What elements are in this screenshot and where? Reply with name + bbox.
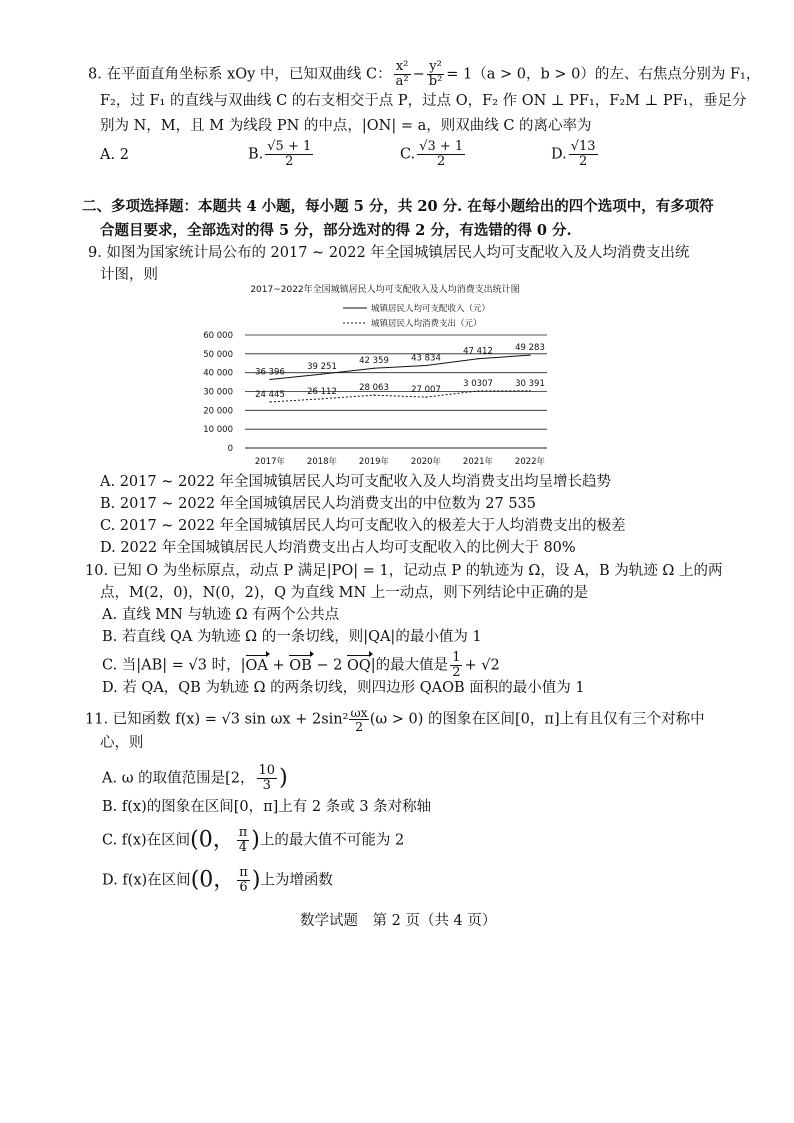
data-label: 39 251 — [307, 362, 337, 373]
data-point — [477, 390, 478, 391]
q8-option-c: C. $\frac{√3 + 1}{2}$ — [400, 139, 464, 169]
q8-option-b-fraction: $\frac{√5 + 1}{2}$ — [267, 139, 312, 169]
data-label: 49 283 — [515, 343, 545, 354]
q8-option-d-fraction: $\frac{√13}{2}$ — [570, 139, 596, 169]
q8-line3: 别为 N，M，且 M 为线段 PN 的中点，|ON| = a，则双曲线 C 的离心率为 — [100, 118, 592, 134]
y-tick-label: 40 000 — [203, 368, 233, 379]
q11-option-d: D. f(x)在区间(0， $\frac{\pi}{6}$ )上为增函数 — [102, 865, 333, 895]
q11-option-c: C. f(x)在区间(0， $\frac{\pi}{4}$ )上的最大值不可能为 2 — [102, 825, 405, 855]
data-point — [321, 398, 322, 399]
q11-line2: 心，则 — [100, 735, 144, 751]
q8-y-fraction: $\frac{\text{y²}}{\text{b²}}$ — [428, 59, 443, 89]
q8-line2: F₂，过 F₁ 的直线与双曲线 C 的右支相交于点 P，过点 O，F₂ 作 ON ⊥ PF₁，F₂M ⊥ PF₁，垂足分 — [100, 93, 747, 109]
vector-oa: OA — [245, 657, 268, 674]
data-label: 30 391 — [515, 378, 545, 389]
x-tick-label: 2021年 — [462, 457, 494, 467]
data-label: 36 396 — [255, 367, 285, 378]
vector-ob: OB — [289, 657, 312, 674]
q9-line2: 计图，则 — [100, 267, 158, 283]
data-label: 26 112 — [307, 386, 337, 397]
data-point — [269, 401, 270, 402]
x-tick-label: 2019年 — [358, 457, 390, 467]
y-tick-label: 0 — [227, 444, 233, 454]
data-label: 43 834 — [411, 353, 441, 364]
q11-omega-fraction: $\frac{\omega x}{2}$ — [350, 705, 368, 734]
section2-line1: 二、多项选择题：本题共 4 小题，每小题 5 分，共 20 分. 在每小题给出的四个选项中，有多项符 — [82, 198, 714, 215]
data-point — [373, 395, 374, 396]
data-point — [321, 373, 322, 374]
y-tick-label: 60 000 — [203, 331, 233, 341]
data-point — [373, 368, 374, 369]
section2-line2: 合题目要求，全部选对的得 5 分，部分选对的得 2 分，有选错的得 0 分. — [100, 222, 572, 239]
data-point — [269, 379, 270, 380]
data-label: 24 445 — [255, 389, 285, 400]
q10-option-c: C. 当|AB| = √3 时，|OA + OB − 2 OQ|的最大值是 $\frac{1}{2}$ + √2 — [102, 650, 500, 680]
q8-option-c-fraction: $\frac{√3 + 1}{2}$ — [419, 139, 464, 169]
q9-option-b: B. 2017 ~ 2022 年全国城镇居民人均消费支出的中位数为 27 535 — [100, 496, 536, 512]
q10-half-fraction: $\frac{1}{2}$ — [452, 650, 461, 680]
data-point — [477, 358, 478, 359]
x-tick-label: 2022年 — [514, 457, 546, 467]
chart-legend — [343, 303, 490, 329]
chart-title: 2017~2022年全国城镇居民人均可支配收入及人均消费支出统计图 — [250, 285, 520, 295]
page-footer: 数学试题 第 2 页（共 4 页） — [300, 913, 497, 929]
data-point — [529, 355, 530, 356]
q11-line1: 11. 已知函数 f(x) = √3 sin ωx + 2sin² $\frac{\omega x}{2}$ (ω > 0) 的图象在区间[0，π]上有且仅有三个对称中 — [85, 705, 705, 734]
q8-line1 — [88, 60, 760, 89]
legend-expense-label: 城镇居民人均消费支出（元） — [371, 319, 482, 329]
data-point — [425, 365, 426, 366]
q10-line2: 点，M(2，0)，N(0，2)，Q 为直线 MN 上一动点，则下列结论中正确的是 — [100, 585, 589, 601]
data-label: 3 0307 — [463, 378, 493, 389]
y-tick-label: 30 000 — [203, 387, 233, 398]
q8-x-fraction: $\frac{\text{x²}}{\text{a²}}$ — [395, 59, 409, 89]
y-tick-label: 50 000 — [203, 349, 233, 360]
data-label: 42 359 — [359, 356, 389, 367]
data-point — [529, 390, 530, 391]
q11-a-fraction: $\frac{10}{3}$ — [258, 763, 276, 793]
q10-option-d: D. 若 QA，QB 为轨迹 Ω 的两条切线，则四边形 QAOB 面积的最小值为 1 — [102, 680, 585, 696]
y-tick-label: 10 000 — [203, 425, 233, 436]
q9-option-d: D. 2022 年全国城镇居民人均消费支出占人均可支配收入的比例大于 80% — [100, 540, 576, 556]
q8-option-a: A. 2 — [100, 147, 129, 163]
data-point — [425, 397, 426, 398]
q11-option-b: B. f(x)的图象在区间[0，π]上有 2 条或 3 条对称轴 — [102, 799, 432, 815]
q10-line1: 10. 已知 O 为坐标原点，动点 P 满足|PO| = 1，记动点 P 的轨迹为 Ω，设 A，B 为轨迹 Ω 上的两 — [85, 563, 723, 579]
x-tick-label: 2018年 — [306, 457, 338, 467]
q8-minus: − — [412, 66, 425, 83]
income-expense-chart — [195, 282, 565, 468]
q8-stem-start: 8. 在平面直角坐标系 xOy 中，已知双曲线 C： — [88, 66, 392, 83]
q10-option-b: B. 若直线 QA 为轨迹 Ω 的一条切线，则|QA|的最小值为 1 — [102, 629, 482, 645]
data-label: 28 063 — [359, 383, 389, 394]
data-label: 47 412 — [463, 346, 493, 357]
q8-option-b: B. $\frac{√5 + 1}{2}$ — [248, 139, 312, 169]
data-label: 27 007 — [411, 385, 441, 396]
q8-stem-end: = 1（a > 0，b > 0）的左、右焦点分别为 F₁， — [446, 66, 761, 83]
vector-oq: OQ — [347, 657, 371, 674]
q11-d-fraction: $\frac{\pi}{6}$ — [239, 865, 248, 895]
x-tick-label: 2020年 — [410, 457, 442, 467]
x-tick-label: 2017年 — [254, 457, 286, 467]
legend-income-label: 城镇居民人均可支配收入（元） — [371, 304, 491, 314]
q9-line1: 9. 如图为国家统计局公布的 2017 ~ 2022 年全国城镇居民人均可支配收入及人均消费支出统 — [88, 245, 690, 261]
q8-option-d: D. $\frac{√13}{2}$ — [551, 139, 596, 169]
q11-option-a: A. ω 的取值范围是[2， $\frac{10}{3}$ ) — [102, 763, 288, 793]
q9-option-a: A. 2017 ~ 2022 年全国城镇居民人均可支配收入及人均消费支出均呈增长趋势 — [100, 474, 611, 490]
q11-c-fraction: $\frac{\pi}{4}$ — [238, 825, 248, 855]
q10-option-a: A. 直线 MN 与轨迹 Ω 有两个公共点 — [102, 607, 340, 623]
y-tick-label: 20 000 — [203, 406, 233, 417]
q9-option-c: C. 2017 ~ 2022 年全国城镇居民人均可支配收入的极差大于人均消费支出的极差 — [100, 518, 626, 534]
